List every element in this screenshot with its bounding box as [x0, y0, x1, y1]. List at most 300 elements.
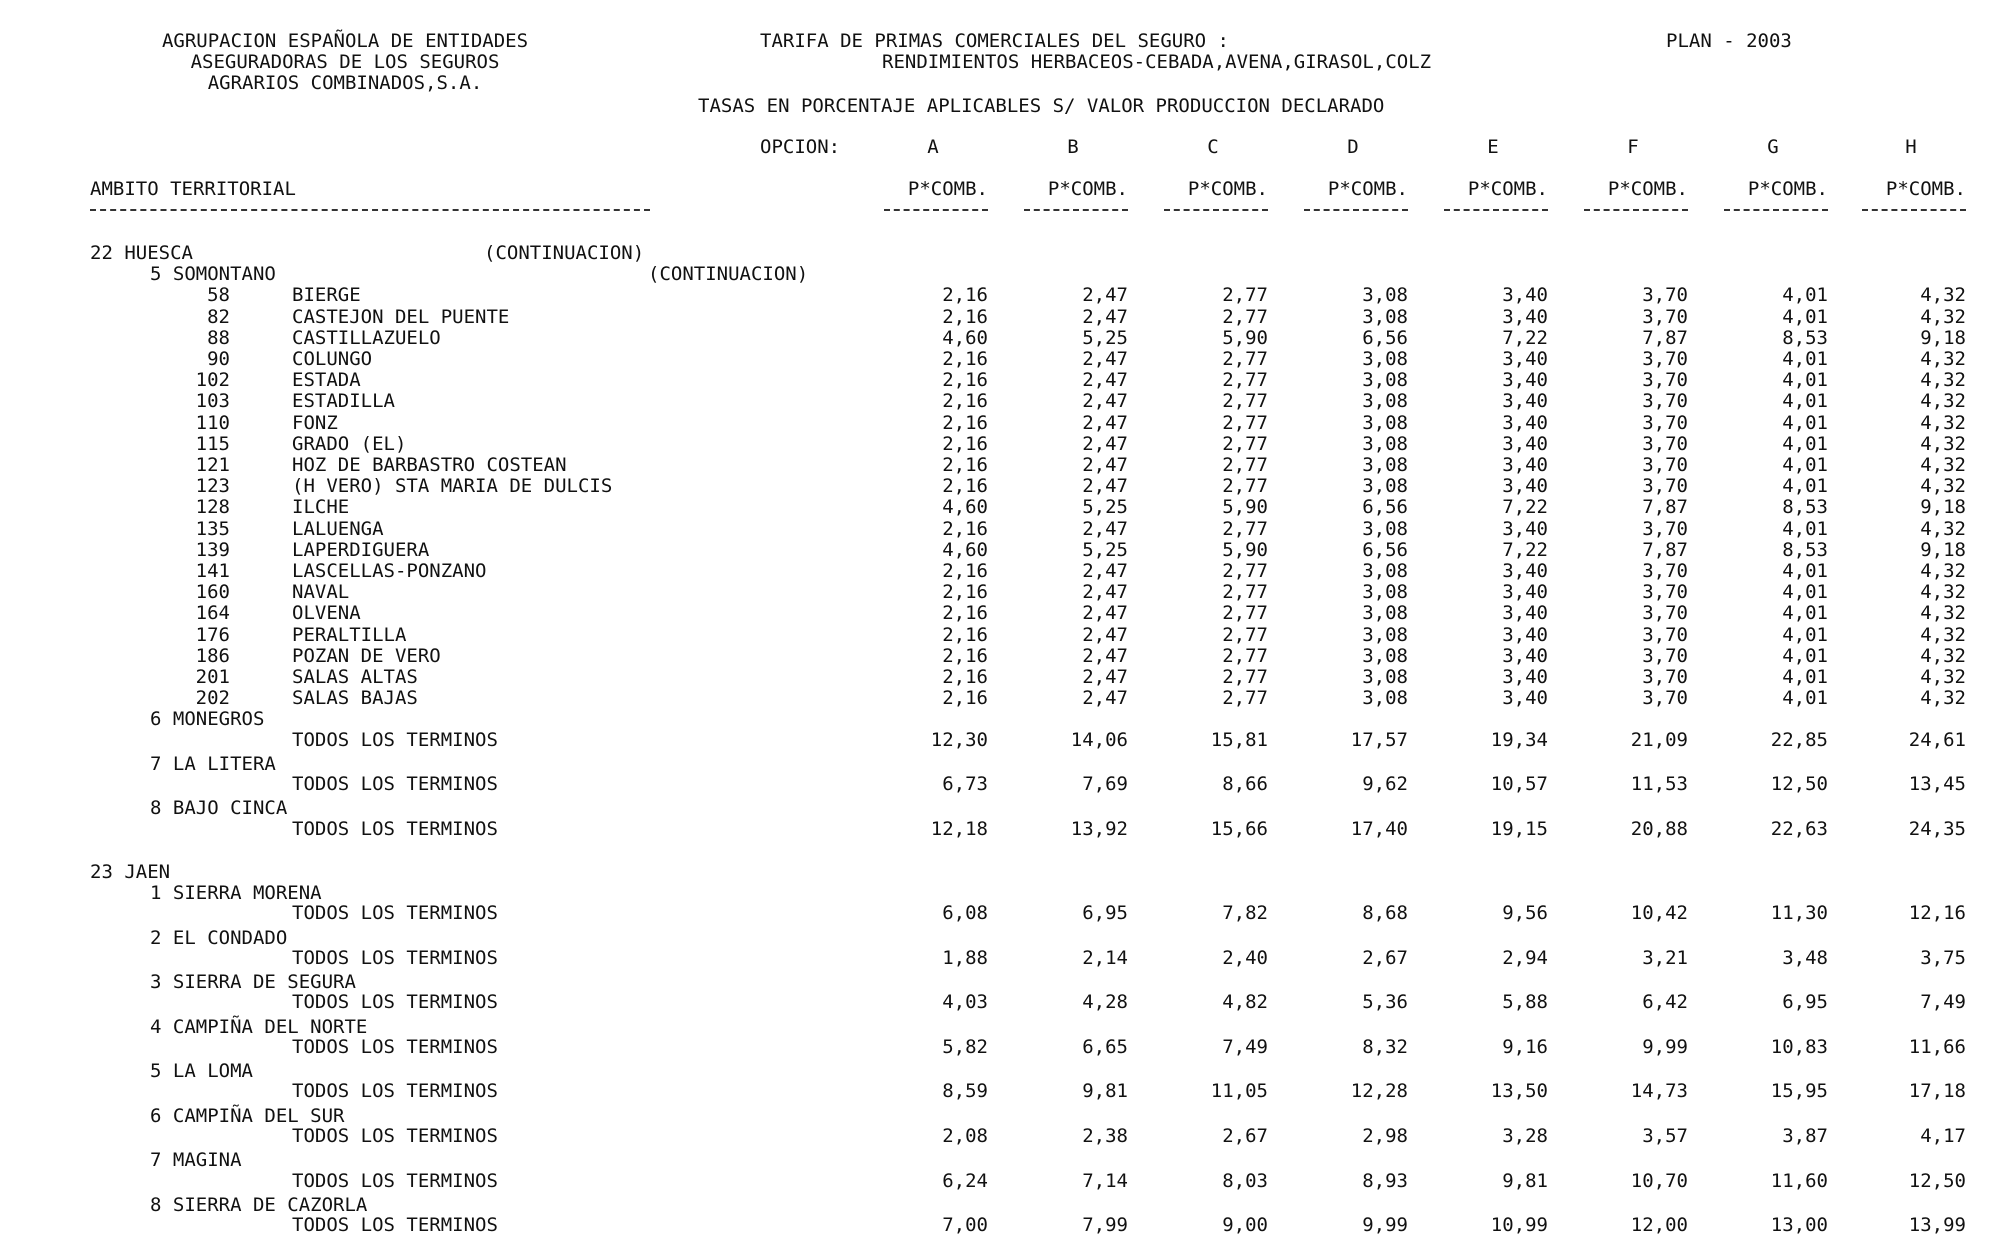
municipality-name: BIERGE — [292, 284, 361, 307]
rate-value-b: 4,28 — [1082, 991, 1128, 1014]
rate-value-a: 2,16 — [942, 432, 988, 455]
municipality-code: 58 — [207, 284, 230, 307]
municipality-name: POZAN DE VERO — [292, 644, 441, 667]
plan-label: PLAN - 2003 — [1666, 30, 1792, 52]
municipality-code: 110 — [195, 411, 230, 434]
rate-value-h: 17,18 — [1908, 1080, 1966, 1103]
rate-value-g: 4,01 — [1782, 411, 1828, 434]
rate-value-c: 2,77 — [1222, 284, 1268, 307]
rate-value-e: 9,56 — [1502, 902, 1548, 925]
rate-value-f: 7,87 — [1642, 496, 1688, 519]
rate-value-b: 2,47 — [1082, 284, 1128, 307]
rate-value-a: 2,16 — [942, 454, 988, 476]
rate-value-b: 5,25 — [1082, 326, 1128, 349]
rate-value-a: 2,16 — [942, 602, 988, 625]
rate-value-a: 12,18 — [930, 817, 988, 840]
rate-value-b: 2,47 — [1082, 348, 1128, 370]
all-terms-label: TODOS LOS TERMINOS — [292, 946, 498, 969]
municipality-name: OLVENA — [292, 602, 361, 625]
all-terms-label: TODOS LOS TERMINOS — [292, 728, 498, 751]
rate-value-g: 4,01 — [1782, 348, 1828, 370]
rate-value-h: 24,61 — [1908, 728, 1966, 751]
subregion-name: 5 SOMONTANO — [150, 263, 276, 286]
rate-value-g: 8,53 — [1782, 326, 1828, 349]
rate-value-g: 3,48 — [1782, 946, 1828, 969]
municipality-code: 123 — [195, 475, 230, 498]
rate-value-a: 2,16 — [942, 687, 988, 710]
rate-value-b: 7,14 — [1082, 1169, 1128, 1192]
rate-value-h: 4,32 — [1920, 390, 1966, 413]
rate-value-f: 3,70 — [1642, 623, 1688, 646]
rate-value-c: 15,66 — [1210, 817, 1268, 840]
rate-value-e: 9,16 — [1502, 1035, 1548, 1058]
rate-value-b: 2,47 — [1082, 687, 1128, 710]
municipality-name: LAPERDIGUERA — [292, 538, 430, 561]
rate-value-d: 3,08 — [1362, 666, 1408, 688]
column-divider — [1584, 209, 1688, 211]
rate-value-g: 4,01 — [1782, 454, 1828, 476]
municipality-name: ESTADA — [292, 369, 361, 392]
rate-value-h: 4,32 — [1920, 602, 1966, 625]
rate-value-h: 4,32 — [1920, 517, 1966, 540]
subregion-name: 7 MAGINA — [150, 1149, 242, 1172]
rate-value-a: 4,03 — [942, 991, 988, 1014]
rate-value-a: 2,16 — [942, 475, 988, 498]
all-terms-label: TODOS LOS TERMINOS — [292, 817, 498, 840]
municipality-name: COLUNGO — [292, 348, 373, 370]
rate-value-f: 3,70 — [1642, 305, 1688, 328]
subregion-note: (CONTINUACION) — [648, 263, 809, 286]
municipality-code: 141 — [195, 560, 230, 582]
all-terms-label: TODOS LOS TERMINOS — [292, 1214, 498, 1236]
rate-value-f: 7,87 — [1642, 538, 1688, 561]
rate-value-g: 4,01 — [1782, 644, 1828, 667]
municipality-name: FONZ — [292, 411, 338, 434]
rate-value-e: 3,40 — [1502, 454, 1548, 476]
rate-value-a: 6,73 — [942, 773, 988, 796]
option-label: OPCION: — [760, 136, 841, 158]
rate-value-f: 10,42 — [1630, 902, 1688, 925]
municipality-code: 201 — [195, 666, 230, 688]
rate-value-g: 8,53 — [1782, 496, 1828, 519]
rate-value-g: 11,30 — [1770, 902, 1828, 925]
rate-value-e: 3,40 — [1502, 560, 1548, 582]
rate-value-c: 2,77 — [1222, 454, 1268, 476]
rate-value-e: 3,40 — [1502, 369, 1548, 392]
rate-value-c: 2,77 — [1222, 644, 1268, 667]
all-terms-label: TODOS LOS TERMINOS — [292, 1169, 498, 1192]
municipality-code: 202 — [195, 687, 230, 710]
rate-value-b: 2,47 — [1082, 454, 1128, 476]
rate-value-f: 3,70 — [1642, 581, 1688, 604]
option-letter-g: G — [1767, 136, 1779, 158]
rate-value-d: 3,08 — [1362, 602, 1408, 625]
all-terms-label: TODOS LOS TERMINOS — [292, 1035, 498, 1058]
subregion-name: 3 SIERRA DE SEGURA — [150, 971, 356, 994]
rate-value-f: 9,99 — [1642, 1035, 1688, 1058]
rate-value-e: 2,94 — [1502, 946, 1548, 969]
municipality-name: HOZ DE BARBASTRO COSTEAN — [292, 454, 567, 476]
rate-value-h: 4,17 — [1920, 1124, 1966, 1147]
rate-value-g: 8,53 — [1782, 538, 1828, 561]
rate-value-c: 2,77 — [1222, 475, 1268, 498]
rate-value-h: 4,32 — [1920, 284, 1966, 307]
rate-value-c: 2,77 — [1222, 666, 1268, 688]
rate-value-c: 7,49 — [1222, 1035, 1268, 1058]
municipality-name: CASTILLAZUELO — [292, 326, 441, 349]
rate-value-c: 11,05 — [1210, 1080, 1268, 1103]
rate-value-b: 2,47 — [1082, 475, 1128, 498]
rate-value-g: 22,85 — [1770, 728, 1828, 751]
rate-value-e: 3,40 — [1502, 623, 1548, 646]
rate-value-a: 4,60 — [942, 496, 988, 519]
rate-value-c: 2,77 — [1222, 560, 1268, 582]
scope-divider — [90, 209, 650, 211]
rate-value-e: 3,40 — [1502, 644, 1548, 667]
column-header-g: P*COMB. — [1747, 178, 1828, 200]
rate-value-h: 24,35 — [1908, 817, 1966, 840]
rate-value-e: 3,40 — [1502, 348, 1548, 370]
rate-value-h: 7,49 — [1920, 991, 1966, 1014]
rate-value-c: 2,77 — [1222, 517, 1268, 540]
rate-value-a: 2,16 — [942, 348, 988, 370]
rate-value-e: 3,40 — [1502, 475, 1548, 498]
rate-value-h: 11,66 — [1908, 1035, 1966, 1058]
rate-value-f: 3,70 — [1642, 348, 1688, 370]
rate-value-c: 8,66 — [1222, 773, 1268, 796]
rate-value-d: 9,62 — [1362, 773, 1408, 796]
rate-value-e: 3,40 — [1502, 284, 1548, 307]
rate-value-d: 8,68 — [1362, 902, 1408, 925]
rate-value-b: 5,25 — [1082, 496, 1128, 519]
rate-value-h: 4,32 — [1920, 644, 1966, 667]
municipality-name: NAVAL — [292, 581, 350, 604]
rate-value-a: 2,16 — [942, 644, 988, 667]
subregion-name: 5 LA LOMA — [150, 1060, 253, 1083]
municipality-code: 135 — [195, 517, 230, 540]
option-letter-d: D — [1347, 136, 1359, 158]
rate-value-d: 9,99 — [1362, 1214, 1408, 1236]
rate-value-d: 3,08 — [1362, 517, 1408, 540]
rate-value-b: 13,92 — [1070, 817, 1128, 840]
rate-value-d: 3,08 — [1362, 644, 1408, 667]
rate-value-d: 8,32 — [1362, 1035, 1408, 1058]
municipality-name: PERALTILLA — [292, 623, 407, 646]
rate-value-g: 4,01 — [1782, 369, 1828, 392]
column-divider — [1444, 209, 1548, 211]
rate-value-h: 12,50 — [1908, 1169, 1966, 1192]
municipality-name: SALAS ALTAS — [292, 666, 418, 688]
municipality-name: SALAS BAJAS — [292, 687, 418, 710]
rate-value-g: 22,63 — [1770, 817, 1828, 840]
column-divider — [1304, 209, 1408, 211]
rate-value-g: 12,50 — [1770, 773, 1828, 796]
rate-value-a: 6,08 — [942, 902, 988, 925]
column-divider — [1024, 209, 1128, 211]
column-header-e: P*COMB. — [1467, 178, 1548, 200]
rate-value-f: 10,70 — [1630, 1169, 1688, 1192]
rate-value-c: 2,77 — [1222, 581, 1268, 604]
rate-value-e: 3,28 — [1502, 1124, 1548, 1147]
subregion-name: 4 CAMPIÑA DEL NORTE — [150, 1015, 368, 1038]
rate-value-c: 2,77 — [1222, 348, 1268, 370]
rate-value-d: 3,08 — [1362, 581, 1408, 604]
rate-value-g: 6,95 — [1782, 991, 1828, 1014]
rate-value-e: 13,50 — [1490, 1080, 1548, 1103]
rate-value-f: 3,70 — [1642, 284, 1688, 307]
rate-value-b: 2,47 — [1082, 369, 1128, 392]
municipality-code: 115 — [195, 432, 230, 455]
region-name: 22 HUESCA — [90, 242, 193, 264]
rate-value-a: 2,16 — [942, 369, 988, 392]
rate-value-c: 2,77 — [1222, 305, 1268, 328]
municipality-code: 186 — [195, 644, 230, 667]
rate-value-a: 5,82 — [942, 1035, 988, 1058]
rate-value-h: 4,32 — [1920, 475, 1966, 498]
rate-value-a: 8,59 — [942, 1080, 988, 1103]
rate-value-d: 3,08 — [1362, 369, 1408, 392]
rate-value-a: 2,16 — [942, 390, 988, 413]
rate-value-b: 5,25 — [1082, 538, 1128, 561]
rate-value-f: 3,70 — [1642, 666, 1688, 688]
rate-value-d: 3,08 — [1362, 390, 1408, 413]
rate-value-d: 3,08 — [1362, 623, 1408, 646]
rate-value-a: 2,16 — [942, 305, 988, 328]
rate-value-c: 2,77 — [1222, 687, 1268, 710]
rate-value-f: 21,09 — [1630, 728, 1688, 751]
rate-value-d: 2,67 — [1362, 946, 1408, 969]
column-header-f: P*COMB. — [1607, 178, 1688, 200]
rate-value-d: 8,93 — [1362, 1169, 1408, 1192]
rate-value-b: 2,47 — [1082, 411, 1128, 434]
rate-value-b: 7,69 — [1082, 773, 1128, 796]
option-letter-b: B — [1067, 136, 1079, 158]
rate-value-f: 12,00 — [1630, 1214, 1688, 1236]
rate-value-c: 2,77 — [1222, 369, 1268, 392]
rate-value-d: 12,28 — [1350, 1080, 1408, 1103]
rate-value-b: 2,14 — [1082, 946, 1128, 969]
tariff-subtitle: RENDIMIENTOS HERBACEOS-CEBADA,AVENA,GIRASOL,COLZ — [882, 51, 1432, 73]
rate-value-e: 19,34 — [1490, 728, 1548, 751]
rate-value-h: 4,32 — [1920, 369, 1966, 392]
rate-value-h: 13,99 — [1908, 1214, 1966, 1236]
rate-value-a: 2,16 — [942, 411, 988, 434]
municipality-name: (H VERO) STA MARIA DE DULCIS — [292, 475, 613, 498]
rate-value-a: 4,60 — [942, 538, 988, 561]
rate-value-c: 8,03 — [1222, 1169, 1268, 1192]
rate-value-e: 7,22 — [1502, 538, 1548, 561]
rate-value-h: 4,32 — [1920, 305, 1966, 328]
rate-value-g: 4,01 — [1782, 390, 1828, 413]
municipality-code: 128 — [195, 496, 230, 519]
rate-value-f: 3,70 — [1642, 432, 1688, 455]
rates-note: TASAS EN PORCENTAJE APLICABLES S/ VALOR PRODUCCION DECLARADO — [698, 95, 1385, 117]
municipality-code: 102 — [195, 369, 230, 392]
rate-value-a: 2,16 — [942, 581, 988, 604]
rate-value-h: 12,16 — [1908, 902, 1966, 925]
municipality-name: ESTADILLA — [292, 390, 395, 413]
all-terms-label: TODOS LOS TERMINOS — [292, 1124, 498, 1147]
rate-value-f: 3,57 — [1642, 1124, 1688, 1147]
municipality-code: 90 — [207, 348, 230, 370]
column-header-c: P*COMB. — [1187, 178, 1268, 200]
rate-value-g: 13,00 — [1770, 1214, 1828, 1236]
rate-value-f: 14,73 — [1630, 1080, 1688, 1103]
rate-value-d: 3,08 — [1362, 305, 1408, 328]
rate-value-a: 1,88 — [942, 946, 988, 969]
subregion-name: 8 BAJO CINCA — [150, 797, 288, 820]
rate-value-e: 3,40 — [1502, 687, 1548, 710]
rate-value-g: 4,01 — [1782, 623, 1828, 646]
municipality-code: 121 — [195, 454, 230, 476]
company-line-2: ASEGURADORAS DE LOS SEGUROS — [190, 51, 500, 73]
rate-value-b: 2,47 — [1082, 623, 1128, 646]
rate-value-c: 5,90 — [1222, 326, 1268, 349]
rate-value-d: 3,08 — [1362, 432, 1408, 455]
column-divider — [884, 209, 988, 211]
subregion-name: 8 SIERRA DE CAZORLA — [150, 1193, 368, 1216]
rate-value-f: 3,70 — [1642, 560, 1688, 582]
rate-value-g: 15,95 — [1770, 1080, 1828, 1103]
rate-value-b: 14,06 — [1070, 728, 1128, 751]
rate-value-a: 2,16 — [942, 560, 988, 582]
subregion-name: 1 SIERRA MORENA — [150, 882, 322, 905]
subregion-name: 2 EL CONDADO — [150, 926, 288, 949]
column-divider — [1724, 209, 1828, 211]
all-terms-label: TODOS LOS TERMINOS — [292, 1080, 498, 1103]
rate-value-h: 4,32 — [1920, 666, 1966, 688]
rate-value-b: 2,38 — [1082, 1124, 1128, 1147]
scope-header: AMBITO TERRITORIAL — [90, 178, 296, 200]
rate-value-g: 4,01 — [1782, 560, 1828, 582]
rate-value-h: 9,18 — [1920, 326, 1966, 349]
rate-value-f: 3,70 — [1642, 644, 1688, 667]
option-letter-c: C — [1207, 136, 1219, 158]
region-name: 23 JAEN — [90, 861, 171, 884]
rate-value-h: 9,18 — [1920, 538, 1966, 561]
rate-value-c: 2,77 — [1222, 623, 1268, 646]
rate-value-b: 2,47 — [1082, 517, 1128, 540]
rate-value-h: 4,32 — [1920, 432, 1966, 455]
rate-value-b: 2,47 — [1082, 432, 1128, 455]
rate-value-g: 4,01 — [1782, 581, 1828, 604]
rate-value-c: 2,77 — [1222, 432, 1268, 455]
rate-value-f: 3,70 — [1642, 475, 1688, 498]
rate-value-c: 2,40 — [1222, 946, 1268, 969]
rate-value-e: 10,57 — [1490, 773, 1548, 796]
company-line-3: AGRARIOS COMBINADOS,S.A. — [207, 72, 483, 94]
rate-value-d: 3,08 — [1362, 411, 1408, 434]
rate-value-g: 4,01 — [1782, 602, 1828, 625]
rate-value-h: 13,45 — [1908, 773, 1966, 796]
rate-value-b: 2,47 — [1082, 581, 1128, 604]
column-header-b: P*COMB. — [1047, 178, 1128, 200]
rate-value-f: 3,70 — [1642, 602, 1688, 625]
rate-value-d: 3,08 — [1362, 284, 1408, 307]
rate-value-d: 3,08 — [1362, 475, 1408, 498]
column-divider — [1862, 209, 1966, 211]
rate-value-d: 17,57 — [1350, 728, 1408, 751]
rate-value-d: 5,36 — [1362, 991, 1408, 1014]
rate-value-b: 9,81 — [1082, 1080, 1128, 1103]
rate-value-g: 4,01 — [1782, 475, 1828, 498]
rate-value-g: 4,01 — [1782, 666, 1828, 688]
rate-value-e: 3,40 — [1502, 581, 1548, 604]
rate-value-b: 2,47 — [1082, 305, 1128, 328]
subregion-name: 7 LA LITERA — [150, 752, 276, 775]
region-note: (CONTINUACION) — [484, 242, 645, 264]
option-letter-a: A — [927, 136, 939, 158]
rate-value-f: 3,70 — [1642, 411, 1688, 434]
rate-value-h: 9,18 — [1920, 496, 1966, 519]
rate-value-a: 2,16 — [942, 517, 988, 540]
rate-value-a: 2,16 — [942, 623, 988, 646]
rate-value-e: 9,81 — [1502, 1169, 1548, 1192]
rate-value-a: 7,00 — [942, 1214, 988, 1236]
rate-value-b: 2,47 — [1082, 666, 1128, 688]
column-header-d: P*COMB. — [1327, 178, 1408, 200]
option-letter-h: H — [1905, 136, 1917, 158]
rate-value-e: 3,40 — [1502, 602, 1548, 625]
rate-value-g: 4,01 — [1782, 517, 1828, 540]
rate-value-g: 3,87 — [1782, 1124, 1828, 1147]
rate-value-e: 5,88 — [1502, 991, 1548, 1014]
company-line-1: AGRUPACION ESPAÑOLA DE ENTIDADES — [161, 30, 529, 52]
rate-value-b: 7,99 — [1082, 1214, 1128, 1236]
municipality-code: 164 — [195, 602, 230, 625]
rate-value-d: 2,98 — [1362, 1124, 1408, 1147]
column-header-h: P*COMB. — [1885, 178, 1966, 200]
rate-value-e: 7,22 — [1502, 496, 1548, 519]
rate-value-c: 5,90 — [1222, 538, 1268, 561]
rate-value-d: 3,08 — [1362, 687, 1408, 710]
rate-value-g: 4,01 — [1782, 687, 1828, 710]
rate-value-e: 3,40 — [1502, 517, 1548, 540]
rate-value-a: 2,16 — [942, 284, 988, 307]
rate-value-e: 3,40 — [1502, 305, 1548, 328]
rate-value-c: 2,67 — [1222, 1124, 1268, 1147]
rate-value-c: 2,77 — [1222, 602, 1268, 625]
rate-value-d: 3,08 — [1362, 348, 1408, 370]
column-header-a: P*COMB. — [907, 178, 988, 200]
rate-value-c: 2,77 — [1222, 390, 1268, 413]
rate-value-a: 4,60 — [942, 326, 988, 349]
rate-value-g: 4,01 — [1782, 284, 1828, 307]
municipality-code: 160 — [195, 581, 230, 604]
rate-value-f: 3,70 — [1642, 369, 1688, 392]
rate-value-e: 3,40 — [1502, 666, 1548, 688]
rate-value-d: 6,56 — [1362, 496, 1408, 519]
municipality-code: 88 — [207, 326, 230, 349]
municipality-name: LALUENGA — [292, 517, 384, 540]
rate-value-c: 4,82 — [1222, 991, 1268, 1014]
rate-value-b: 6,95 — [1082, 902, 1128, 925]
rate-value-f: 7,87 — [1642, 326, 1688, 349]
rate-value-h: 4,32 — [1920, 560, 1966, 582]
subregion-name: 6 CAMPIÑA DEL SUR — [150, 1104, 345, 1127]
rate-value-b: 2,47 — [1082, 560, 1128, 582]
all-terms-label: TODOS LOS TERMINOS — [292, 902, 498, 925]
rate-value-b: 2,47 — [1082, 390, 1128, 413]
rate-value-a: 6,24 — [942, 1169, 988, 1192]
all-terms-label: TODOS LOS TERMINOS — [292, 773, 498, 796]
rate-value-f: 3,70 — [1642, 517, 1688, 540]
municipality-name: GRADO (EL) — [292, 432, 407, 455]
rate-value-h: 4,32 — [1920, 687, 1966, 710]
rate-value-d: 3,08 — [1362, 454, 1408, 476]
column-divider — [1164, 209, 1268, 211]
rate-value-f: 11,53 — [1630, 773, 1688, 796]
